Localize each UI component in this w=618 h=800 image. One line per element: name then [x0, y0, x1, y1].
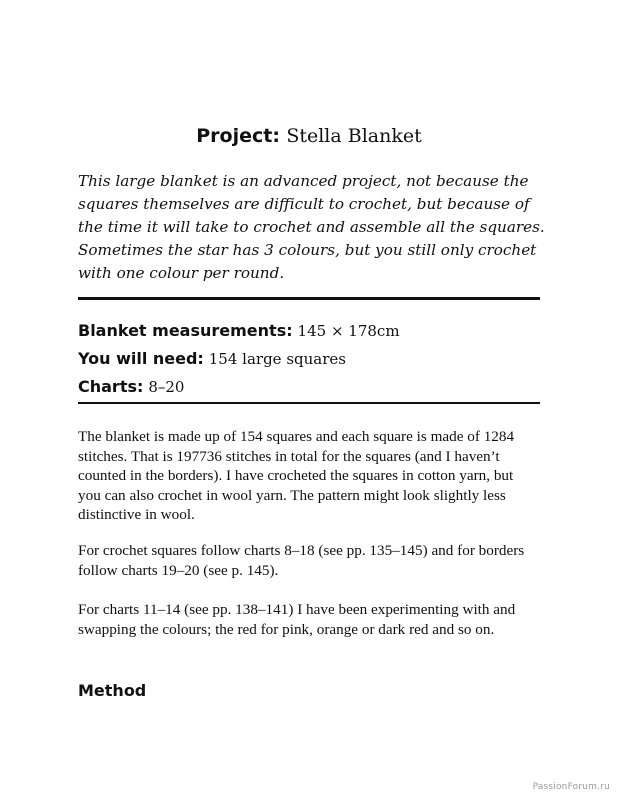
charts-line: [78, 375, 548, 399]
materials-value: 154 large squares: [208, 350, 346, 368]
measurements-value: 145 × 178cm: [297, 322, 400, 340]
project-name: Stella Blanket: [286, 125, 422, 147]
method-heading: Method: [78, 681, 147, 700]
body-paragraph-1: The blanket is made up of 154 squares and each square is made of 1284 stitches. That is 197736 stitches in total for the squares (and I haven’t counted in the borders). I have crocheted the squares in cotton yarn, but you can also crochet in wool yarn. The pattern might look slightly less distinctive in wool.: [78, 428, 515, 523]
title-label: Project:: [196, 125, 280, 147]
bottom-divider: [78, 402, 540, 404]
charts-value: 8–20: [148, 378, 185, 396]
materials-line: [78, 347, 548, 371]
measurements-label: Blanket measurements:: [78, 321, 293, 340]
materials-label: You will need:: [78, 349, 204, 368]
measurements-line: [78, 319, 548, 343]
charts-label: Charts:: [78, 377, 144, 396]
page-title: [0, 122, 618, 149]
intro-paragraph: This large blanket is an advanced project, not because the squares themselves are difficult to crochet, but because of the time it will take to crochet and assemble all the squares. Sometimes the star has 3 colours, but you still only crochet with one colour per round.: [78, 172, 545, 282]
top-divider: [78, 297, 540, 300]
body-paragraph-3: For charts 11–14 (see pp. 138–141) I have been experimenting with and swapping the colours; the red for pink, orange or dark red and so on.: [78, 601, 516, 638]
body-paragraph-2: For crochet squares follow charts 8–18 (see pp. 135–145) and for borders follow charts 19–20 (see p. 145).: [78, 542, 525, 579]
watermark: PassionForum.ru: [532, 782, 610, 792]
